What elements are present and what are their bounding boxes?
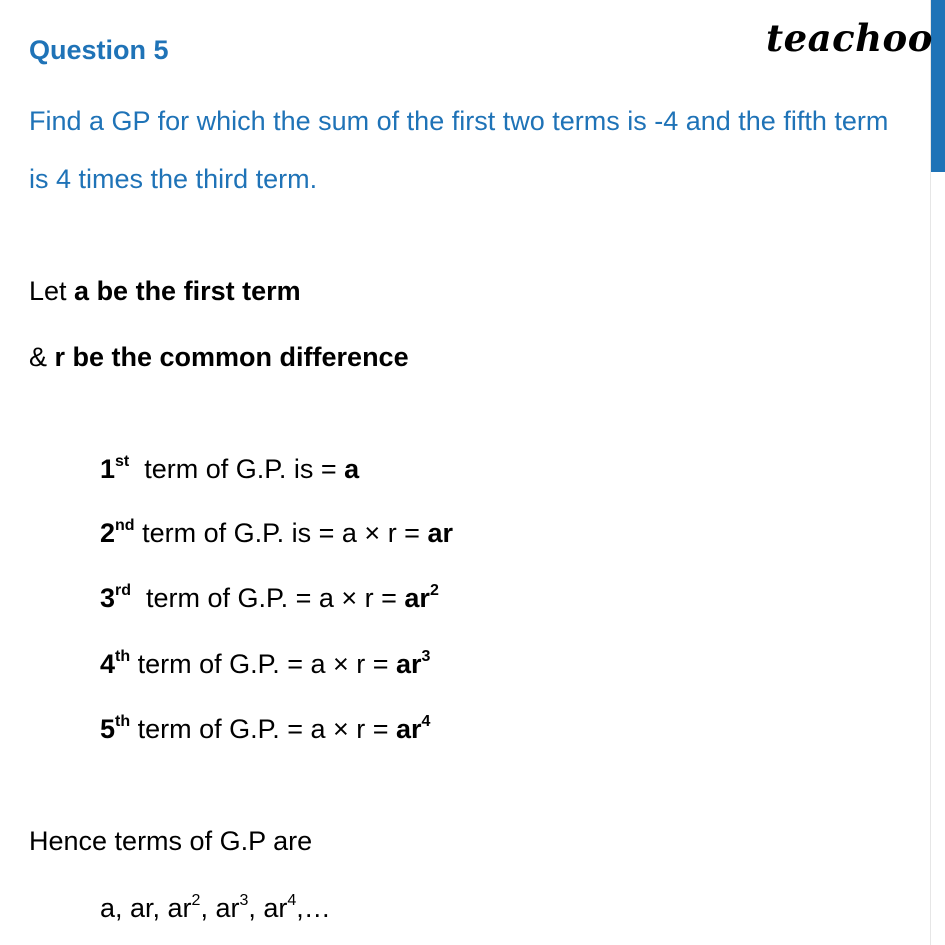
term-text: term of G.P. = a × r =	[131, 583, 405, 613]
term-result: a	[344, 454, 360, 484]
let-r-line	[29, 337, 409, 377]
accent-bar	[931, 0, 945, 172]
sequence-line	[100, 888, 331, 928]
sequence-exponent: 2	[191, 892, 201, 909]
sequence-exponent: 3	[239, 892, 249, 909]
term-result-exponent: 2	[429, 582, 439, 599]
question-title: Question 5	[29, 35, 169, 65]
term-text: term of G.P. = a × r =	[130, 714, 397, 744]
term-ordinal-suffix: th	[115, 648, 131, 665]
let-a-line	[29, 271, 301, 311]
term-line-4	[100, 644, 430, 684]
let-prefix: Let	[29, 276, 75, 306]
term-line-1	[100, 449, 359, 489]
term-result: ar	[404, 583, 430, 613]
term-text: term of G.P. is =	[129, 454, 345, 484]
term-result: ar	[396, 714, 422, 744]
term-ordinal: 1	[100, 454, 116, 484]
teachoo-logo: teachoo	[766, 16, 933, 60]
term-result-exponent: 3	[421, 648, 431, 665]
let-a-bold: a be the first term	[74, 276, 301, 306]
hence-line: Hence terms of G.P are	[29, 826, 313, 856]
term-text: term of G.P. = a × r =	[130, 649, 397, 679]
term-ordinal: 5	[100, 714, 116, 744]
right-scroll-bar[interactable]	[930, 0, 945, 945]
term-ordinal-suffix: th	[115, 713, 131, 730]
sequence-part: , ar	[248, 893, 288, 923]
amp-prefix: &	[29, 342, 55, 372]
term-line-3	[100, 578, 439, 618]
sequence-exponent: 4	[287, 892, 297, 909]
question-text: Find a GP for which the sum of the first two terms is -4 and the fifth term is 4 times the third term.	[29, 106, 889, 194]
term-result-exponent: 4	[421, 713, 431, 730]
sequence-part: ,…	[296, 893, 331, 923]
let-r-bold: r be the common difference	[54, 342, 409, 372]
term-text: term of G.P. is = a × r =	[134, 518, 428, 548]
term-line-2	[100, 513, 453, 553]
term-result: ar	[427, 518, 453, 548]
term-ordinal: 3	[100, 583, 116, 613]
term-ordinal-suffix: st	[115, 453, 130, 470]
term-ordinal-suffix: rd	[115, 582, 132, 599]
term-ordinal: 4	[100, 649, 116, 679]
term-result: ar	[396, 649, 422, 679]
term-ordinal-suffix: nd	[115, 517, 135, 534]
term-ordinal: 2	[100, 518, 116, 548]
sequence-part: , ar	[200, 893, 240, 923]
term-line-5	[100, 709, 430, 749]
sequence-part: a, ar, ar	[100, 893, 192, 923]
